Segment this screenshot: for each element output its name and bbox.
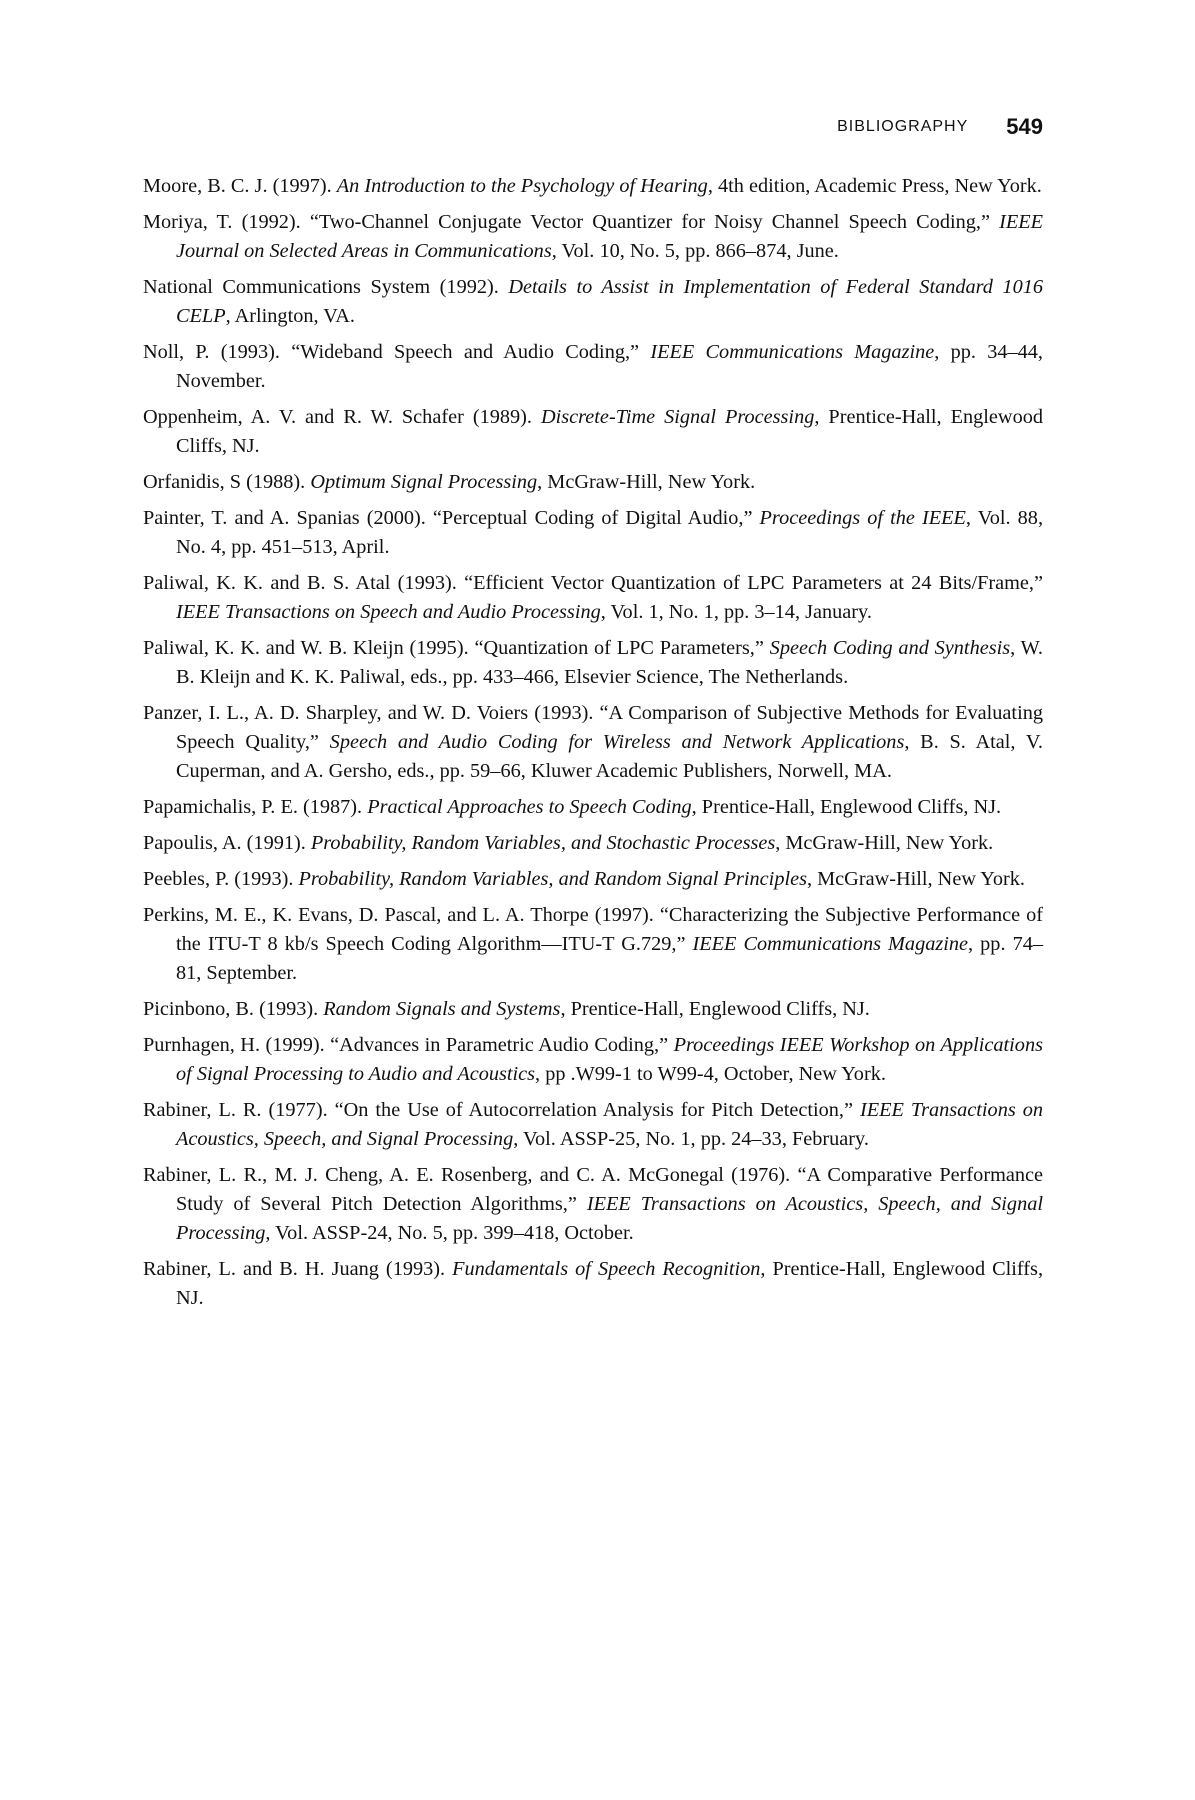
reference-entry: Perkins, M. E., K. Evans, D. Pascal, and L. A. Thorpe (1997). “Characterizing the Subjective Performance of the ITU-T 8 kb/s Speech Coding Algorithm—ITU-T G.729,” IEEE Communications Magazine, pp. 74–81, September. (143, 904, 1043, 984)
reference-entry: Noll, P. (1993). “Wideband Speech and Audio Coding,” IEEE Communications Magazine, pp. 34–44, November. (143, 341, 1043, 392)
reference-entry: Panzer, I. L., A. D. Sharpley, and W. D. Voiers (1993). “A Comparison of Subjective Methods for Evaluating Speech Quality,” Speech and Audio Coding for Wireless and Network Applications, B. S. Atal, V. Cuperman, and A. Gersho, eds., pp. 59–66, Kluwer Academic Publishers, Norwell, MA. (143, 702, 1043, 782)
reference-entry: Paliwal, K. K. and W. B. Kleijn (1995). “Quantization of LPC Parameters,” Speech Coding and Synthesis, W. B. Kleijn and K. K. Paliwal, eds., pp. 433–466, Elsevier Science, The Netherlands. (143, 637, 1043, 688)
reference-entry: Rabiner, L. R., M. J. Cheng, A. E. Rosenberg, and C. A. McGonegal (1976). “A Comparative Performance Study of Several Pitch Detection Algorithms,” IEEE Transactions on Acoustics, Speech, and Signal Processing, Vol. ASSP-24, No. 5, pp. 399–418, October. (143, 1164, 1043, 1244)
reference-entry: Painter, T. and A. Spanias (2000). “Perceptual Coding of Digital Audio,” Proceedings of the IEEE, Vol. 88, No. 4, pp. 451–513, April. (143, 507, 1044, 558)
reference-entry: Rabiner, L. and B. H. Juang (1993). Fundamentals of Speech Recognition, Prentice-Hall, Englewood Cliffs, NJ. (143, 1258, 1044, 1309)
reference-entry: Rabiner, L. R. (1977). “On the Use of Autocorrelation Analysis for Pitch Detection,” IEEE Transactions on Acoustics, Speech, and Signal Processing, Vol. ASSP-25, No. 1, pp. 24–33, February. (143, 1099, 1044, 1150)
page-number: 549 (1006, 114, 1043, 139)
reference-entry: Moriya, T. (1992). “Two-Channel Conjugate Vector Quantizer for Noisy Channel Speech Coding,” IEEE Journal on Selected Areas in Communications, Vol. 10, No. 5, pp. 866–874, June. (143, 211, 1043, 262)
reference-entry: Moore, B. C. J. (1997). An Introduction to the Psychology of Hearing, 4th edition, Academic Press, New York. (143, 175, 1042, 197)
reference-entry: Papamichalis, P. E. (1987). Practical Approaches to Speech Coding, Prentice-Hall, Englewood Cliffs, NJ. (143, 796, 1002, 818)
reference-entry: Picinbono, B. (1993). Random Signals and Systems, Prentice-Hall, Englewood Cliffs, NJ. (143, 998, 870, 1020)
reference-entry: Oppenheim, A. V. and R. W. Schafer (1989). Discrete-Time Signal Processing, Prentice-Hall, Englewood Cliffs, NJ. (143, 406, 1044, 457)
section-title: BIBLIOGRAPHY (837, 118, 969, 135)
reference-entry: Paliwal, K. K. and B. S. Atal (1993). “Efficient Vector Quantization of LPC Parameters at 24 Bits/Frame,” IEEE Transactions on Speech and Audio Processing, Vol. 1, No. 1, pp. 3–14, January. (143, 572, 1043, 623)
running-head (143, 114, 1043, 144)
reference-list (143, 172, 1043, 1320)
reference-entry: Orfanidis, S (1988). Optimum Signal Processing, McGraw-Hill, New York. (143, 471, 756, 493)
reference-entry: Purnhagen, H. (1999). “Advances in Parametric Audio Coding,” Proceedings IEEE Workshop on Applications of Signal Processing to Audio and Acoustics, pp .W99-1 to W99-4, October, New York. (143, 1034, 1043, 1085)
reference-entry: National Communications System (1992). Details to Assist in Implementation of Federal Standard 1016 CELP, Arlington, VA. (143, 276, 1043, 327)
reference-entry: Peebles, P. (1993). Probability, Random Variables, and Random Signal Principles, McGraw-Hill, New York. (143, 868, 1026, 890)
reference-entry: Papoulis, A. (1991). Probability, Random Variables, and Stochastic Processes, McGraw-Hill, New York. (143, 832, 994, 854)
